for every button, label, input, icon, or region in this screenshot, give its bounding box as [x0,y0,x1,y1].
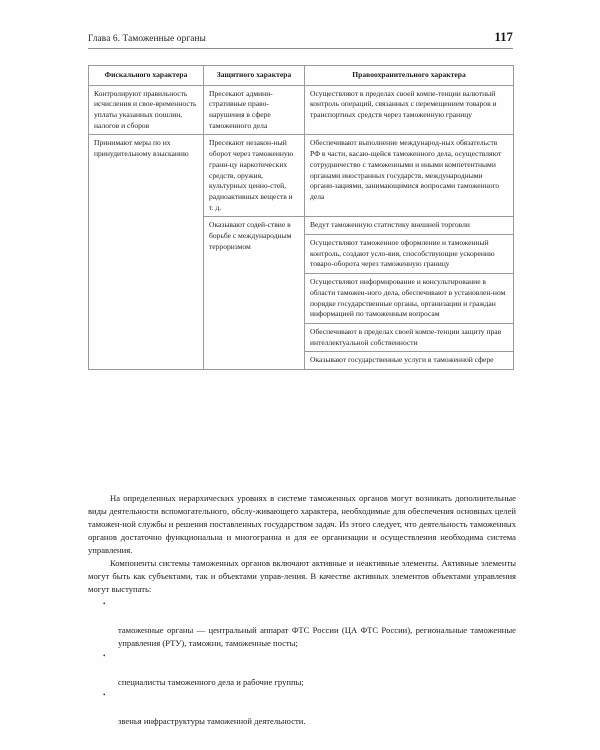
column-header-protective: Защитного характера [204,66,305,86]
cell-text: Обеспечивают в пределах своей компе-тенции защиту прав интеллектуальной собственности [310,327,502,347]
cell-law-enforcement-1 [305,85,514,135]
cell-text: Ведут таможенную статистику внешней торговли [310,220,470,230]
table-row [89,135,514,217]
cell-text: Пресекают админи-стративные право-нарушения в сфере таможенного дела [209,88,273,130]
paragraph-system-components: Компоненты системы таможенных органов включают активные и неактивные элементы. Активные элементы могут быть как субъектами, так и объектами управ-ления. В качестве активных элементов объектами управления могут выступать: [88,558,516,595]
cell-text: Осуществляют информирование и консультирование в области таможен-ного дела, обеспечивают в установлен-ном порядке государственные органы, организации и граждан информацией по таможенным вопросам [310,277,506,319]
table-row [89,85,514,135]
column-header-law-enforcement: Правоохранительного характера [305,66,514,86]
cell-law-enforcement-4 [305,235,514,274]
cell-law-enforcement-7 [305,352,514,370]
cell-protective-1 [204,85,305,135]
bullet-icon: • [103,651,106,660]
cell-text: Обеспечивают выполнение международ-ных обязательств РФ в части, касаю-щейся таможенного дела, осуществляют сотрудничество с таможенными и иными компетентными органами иностранных государств, международными органи-зациями, занимающимися вопросами таможенного дела [310,138,502,201]
running-head [88,30,513,49]
cell-text: Осуществляют в пределах своей компе-тенции валютный контроль операций, связанных с перемещением товаров и транспортных средств через таможенную границу [310,88,497,120]
cell-law-enforcement-2 [305,135,514,217]
cell-protective-2 [204,135,305,217]
list-item-label: звенья инфраструктуры таможенной деятельности. [118,716,306,727]
cell-protective-3 [204,217,305,370]
list-item [88,689,516,728]
cell-text: Принимают меры по их принудительному взысканию [94,138,189,159]
bullet-icon: • [103,690,106,699]
list-item-label: специалисты таможенного дела и рабочие группы; [118,676,304,687]
cell-text: Оказывают государственные услуги в таможенной сфере [310,355,494,365]
active-elements-list [88,598,516,729]
cell-law-enforcement-6 [305,324,514,352]
paragraph-hierarchy-levels: На определенных иерархических уровнях в системе таможенных органов могут возникать дополнительные виды деятельности вспомогательного, обслу-живающего характера, необходимые для обеспечения основных целей таможен-ной службы и решения поставленных государством задач. Из этого следует, что деятельность таможенных органов достаточно функциональна и многогранна и для ее организации и осуществления необходима система управления. [88,493,516,556]
cell-text: Осуществляют таможенное оформление и таможенный контроль, создают усло-вия, способствующие ускорению товаро-оборота через таможенную границу [310,238,495,269]
page-number: 117 [494,30,513,44]
body-copy [88,492,516,728]
cell-fiscal-2 [89,135,204,370]
cell-fiscal-1 [89,85,204,135]
chapter-title: Глава 6. Таможенные органы [88,34,206,44]
table-header-row [89,66,514,86]
list-item [88,598,516,650]
list-item-label: таможенные органы — центральный аппарат ФТС России (ЦА ФТС России), региональные таможенные управления (РТУ), таможни, таможенные посты; [118,624,516,648]
list-item [88,650,516,689]
cell-text: Оказывают содей-ствие в борьбе с международным терроризмом [209,220,292,251]
cell-law-enforcement-5 [305,274,514,324]
cell-law-enforcement-3 [305,217,514,235]
bullet-icon: • [103,599,106,608]
cell-text: Пресекают незакон-ный оборот через таможенную грани-цу наркотических средств, оружия, культурных ценно-стей, радиоактивных веществ и т. д. [209,138,294,212]
cell-text: Контролируют правильность исчисления и свое-временность уплаты указанных пошлин, налогов и сборов [94,88,197,130]
column-header-fiscal: Фискального характера [89,66,204,86]
customs-functions-table [88,65,514,370]
